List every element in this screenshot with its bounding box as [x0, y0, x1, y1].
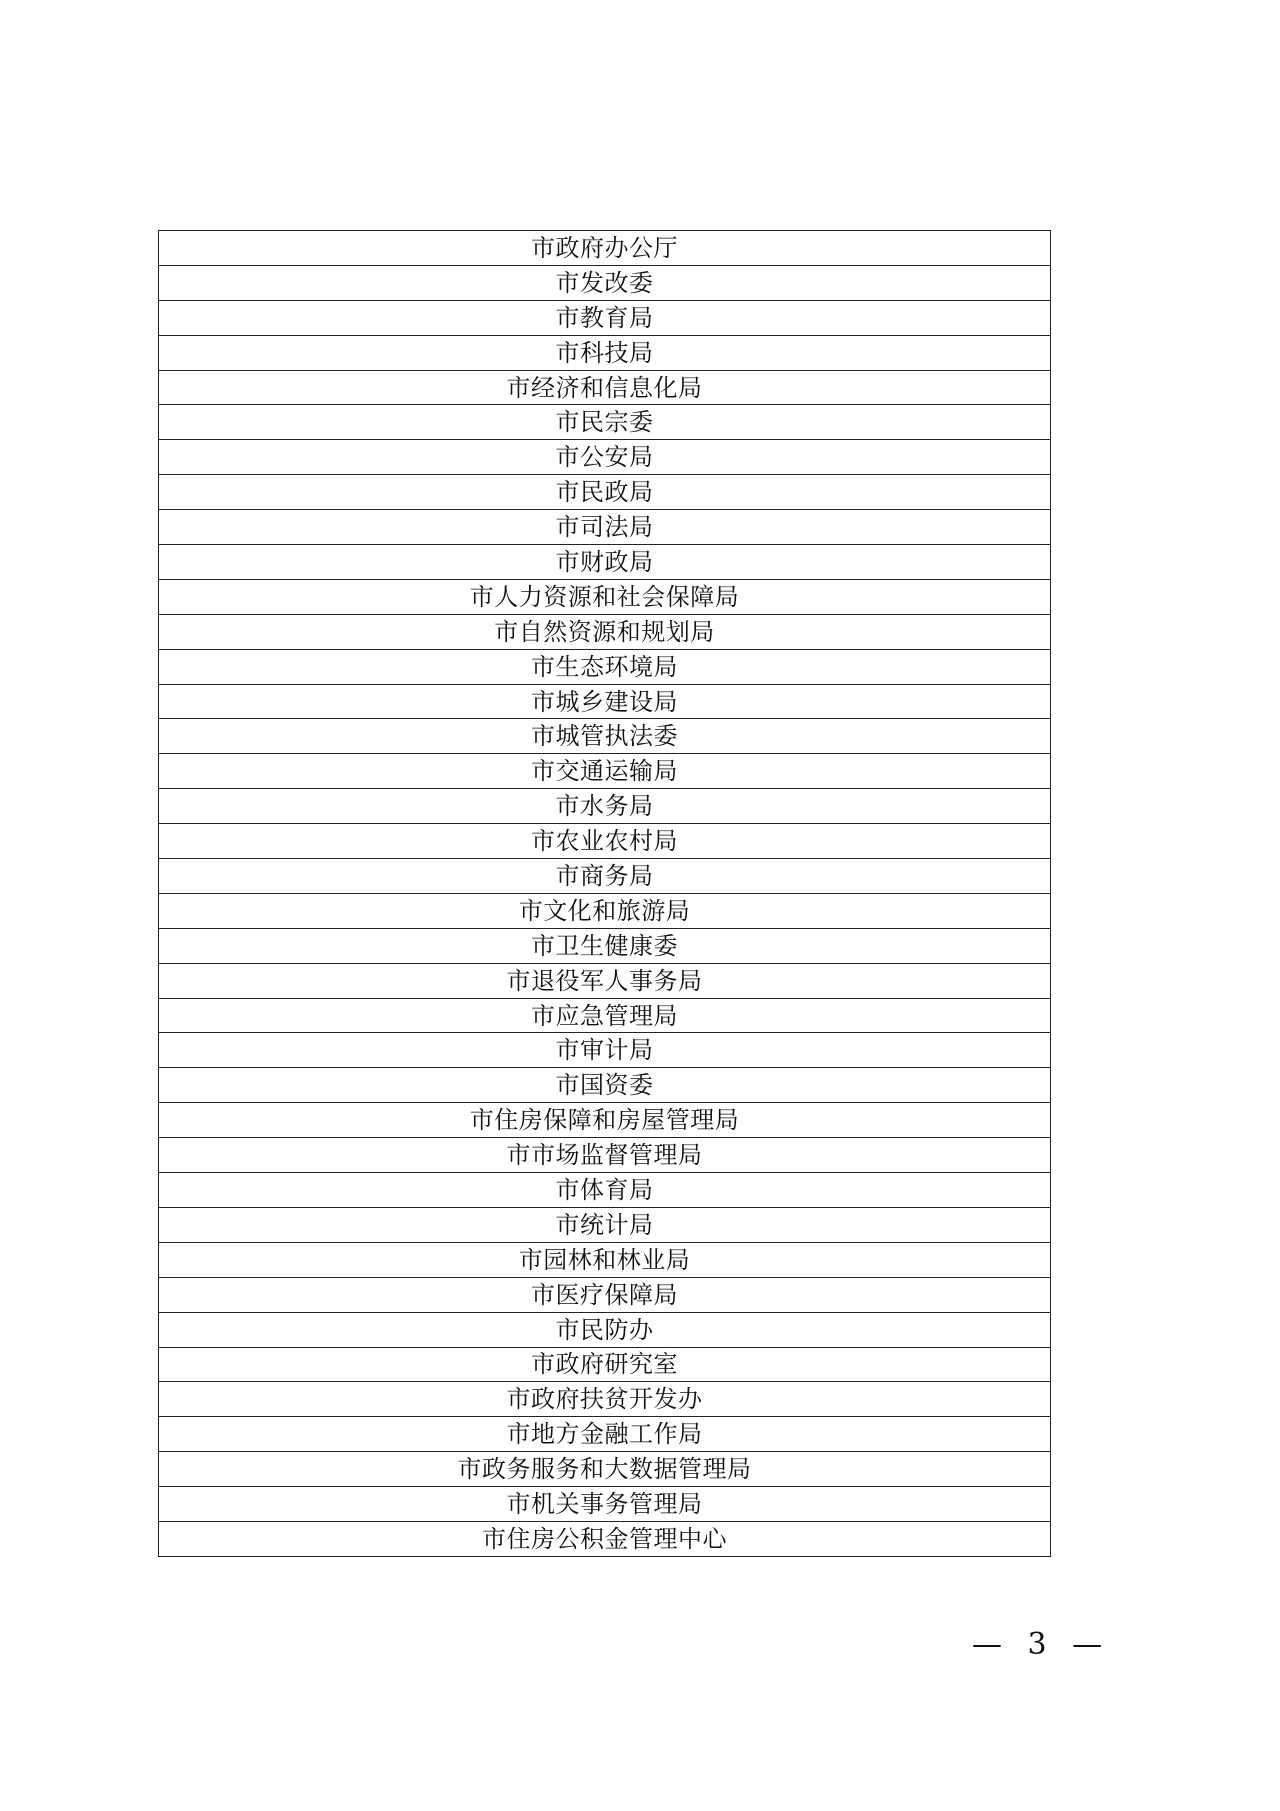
department-cell: 市民宗委: [159, 405, 1051, 440]
table-row: [159, 893, 1051, 928]
table-row: [159, 440, 1051, 475]
page-number: — 3 —: [972, 1627, 1111, 1662]
department-cell: 市科技局: [159, 335, 1051, 370]
department-cell: 市民防办: [159, 1312, 1051, 1347]
table-row: [159, 684, 1051, 719]
department-cell: 市商务局: [159, 859, 1051, 894]
table-row: [159, 1452, 1051, 1487]
table-row: [159, 1103, 1051, 1138]
table-row: [159, 300, 1051, 335]
department-cell: 市人力资源和社会保障局: [159, 579, 1051, 614]
department-cell: 市地方金融工作局: [159, 1417, 1051, 1452]
table-row: [159, 1242, 1051, 1277]
table-row: [159, 998, 1051, 1033]
department-cell: 市政府扶贫开发办: [159, 1382, 1051, 1417]
table-row: [159, 1033, 1051, 1068]
department-cell: 市城乡建设局: [159, 684, 1051, 719]
table-row: [159, 649, 1051, 684]
table-row: [159, 335, 1051, 370]
department-cell: 市教育局: [159, 300, 1051, 335]
department-cell: 市退役军人事务局: [159, 963, 1051, 998]
table-row: [159, 231, 1051, 266]
table-row: [159, 614, 1051, 649]
department-cell: 市水务局: [159, 789, 1051, 824]
table-row: [159, 475, 1051, 510]
department-cell: 市经济和信息化局: [159, 370, 1051, 405]
table-row: [159, 265, 1051, 300]
department-cell: 市发改委: [159, 265, 1051, 300]
table-row: [159, 1277, 1051, 1312]
department-cell: 市机关事务管理局: [159, 1487, 1051, 1522]
table-row: [159, 824, 1051, 859]
table-row: [159, 1382, 1051, 1417]
department-cell: 市生态环境局: [159, 649, 1051, 684]
department-cell: 市园林和林业局: [159, 1242, 1051, 1277]
department-cell: 市城管执法委: [159, 719, 1051, 754]
table-row: [159, 789, 1051, 824]
department-cell: 市卫生健康委: [159, 928, 1051, 963]
table-row: [159, 859, 1051, 894]
department-table-body: [159, 231, 1051, 1557]
department-cell: 市政务服务和大数据管理局: [159, 1452, 1051, 1487]
table-row: [159, 545, 1051, 580]
department-cell: 市国资委: [159, 1068, 1051, 1103]
department-cell: 市体育局: [159, 1173, 1051, 1208]
department-cell: 市自然资源和规划局: [159, 614, 1051, 649]
table-row: [159, 510, 1051, 545]
table-row: [159, 1521, 1051, 1556]
department-cell: 市司法局: [159, 510, 1051, 545]
department-cell: 市文化和旅游局: [159, 893, 1051, 928]
table-row: [159, 370, 1051, 405]
department-cell: 市政府研究室: [159, 1347, 1051, 1382]
department-cell: 市民政局: [159, 475, 1051, 510]
department-cell: 市统计局: [159, 1207, 1051, 1242]
table-row: [159, 928, 1051, 963]
table-row: [159, 1312, 1051, 1347]
table-row: [159, 1173, 1051, 1208]
department-cell: 市交通运输局: [159, 754, 1051, 789]
table-row: [159, 1068, 1051, 1103]
table-row: [159, 1487, 1051, 1522]
table-row: [159, 1417, 1051, 1452]
department-cell: 市财政局: [159, 545, 1051, 580]
department-cell: 市医疗保障局: [159, 1277, 1051, 1312]
department-cell: 市市场监督管理局: [159, 1138, 1051, 1173]
table-row: [159, 1347, 1051, 1382]
department-cell: 市公安局: [159, 440, 1051, 475]
department-cell: 市农业农村局: [159, 824, 1051, 859]
table-row: [159, 754, 1051, 789]
department-cell: 市政府办公厅: [159, 231, 1051, 266]
department-table: [158, 230, 1051, 1557]
department-cell: 市住房公积金管理中心: [159, 1521, 1051, 1556]
department-cell: 市住房保障和房屋管理局: [159, 1103, 1051, 1138]
table-row: [159, 405, 1051, 440]
table-row: [159, 719, 1051, 754]
department-cell: 市应急管理局: [159, 998, 1051, 1033]
table-row: [159, 1138, 1051, 1173]
table-row: [159, 963, 1051, 998]
table-row: [159, 1207, 1051, 1242]
table-row: [159, 579, 1051, 614]
department-cell: 市审计局: [159, 1033, 1051, 1068]
